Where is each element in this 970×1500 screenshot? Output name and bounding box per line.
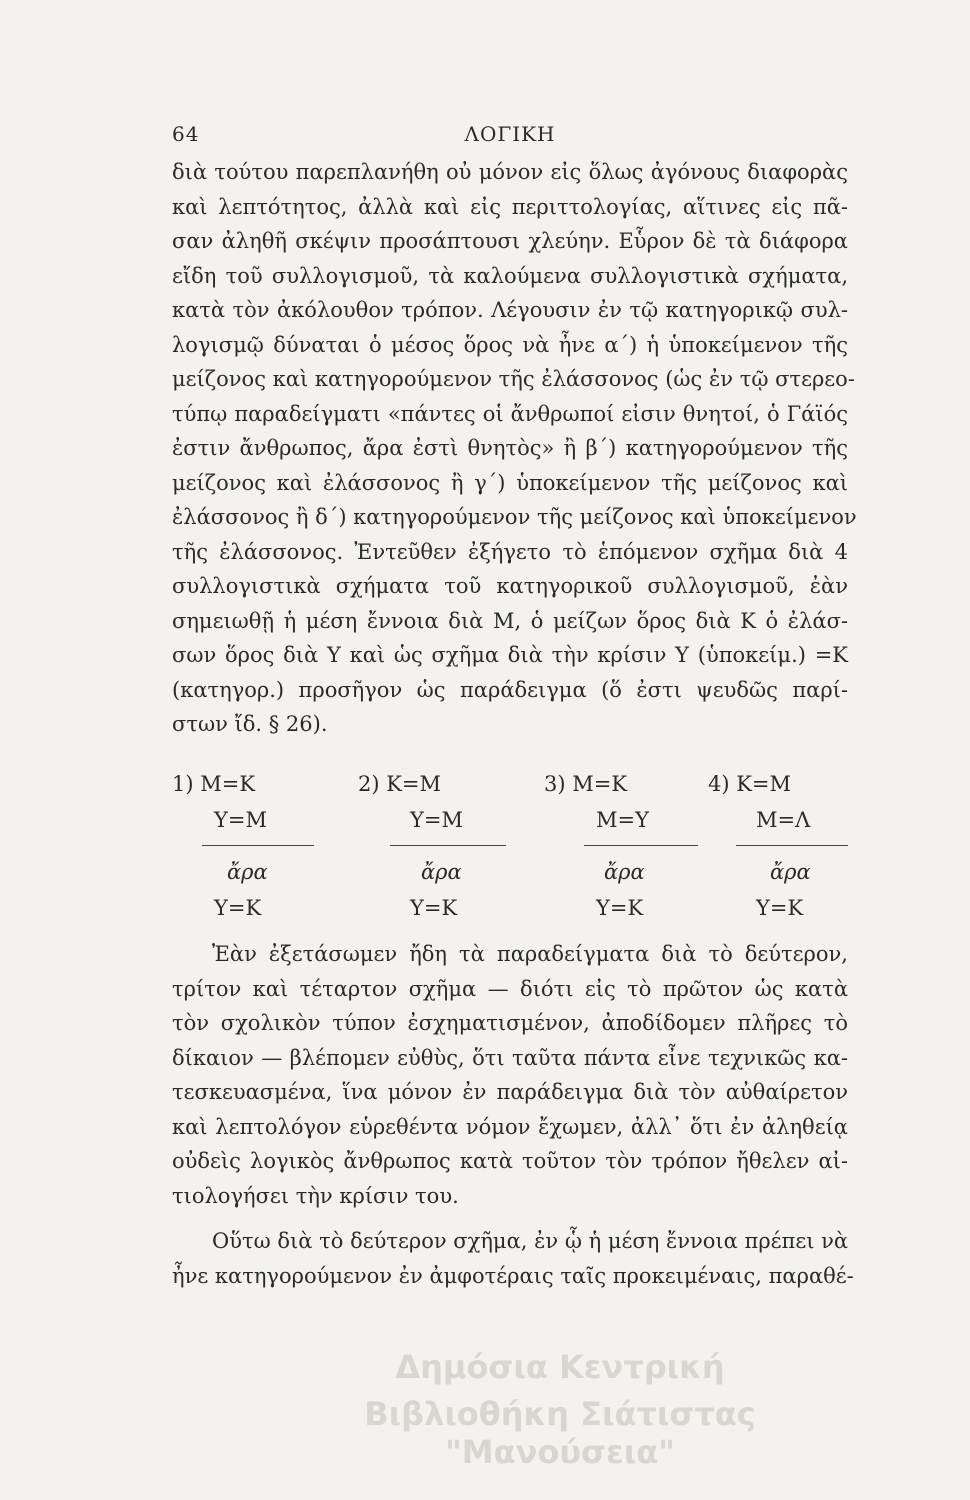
- text-line: μείζονος καὶ κατηγορούμενον τῆς ἐλάσσονος (ὡς ἐν τῷ στερεο-: [172, 367, 855, 391]
- syllogism-figures: [172, 772, 848, 932]
- text-line: Ἐὰν ἐξετάσωμεν ἤδη τὰ παραδείγματα διὰ τὸ δεύτερον,: [212, 942, 848, 966]
- figure-title: 1) Μ=Κ: [172, 772, 256, 796]
- syllogism-figure-3: [544, 772, 704, 932]
- paragraph-3: [172, 1224, 854, 1293]
- text-line: καὶ λεπτολόγον εὑρεθέντα νόμον ἔχωμεν, ἀλλ᾽ ὅτι ἐν ἀληθείᾳ: [172, 1114, 848, 1139]
- text-line: κατὰ τὸν ἀκόλουθον τρόπον. Λέγουσιν ἐν τῷ κατηγορικῷ συλ-: [172, 298, 848, 322]
- text-line: οὐδεὶς λογικὸς ἄνθρωπος κατὰ τοῦτον τὸν τρόπον ἤθελεν αἰ-: [172, 1149, 848, 1173]
- library-watermark-line2: Βιβλιοθήκη Σιάτιστας "Μανούσεια": [364, 1395, 756, 1471]
- figure-rule: [736, 845, 848, 846]
- running-title: ΛΟΓΙΚΗ: [464, 122, 556, 146]
- text-line: σαν ἀληθῆ σκέψιν προσάπτουσι χλεύην. Εὗρον δὲ τὰ διάφορα: [172, 229, 848, 253]
- figure-conclusion: Υ=Κ: [756, 896, 804, 920]
- text-line: (κατηγορ.) προσῆγον ὡς παράδειγμα (ὅ ἐστι ψευδῶς παρί-: [172, 677, 848, 702]
- figure-title: 3) Μ=Κ: [544, 772, 628, 796]
- figure-title: 2) Κ=Μ: [358, 772, 442, 796]
- text-line: καὶ λεπτότητος, ἀλλὰ καὶ εἰς περιττολογίας, αἵτινες εἰς πᾶ-: [172, 194, 848, 219]
- figure-conclusion: Υ=Κ: [596, 896, 644, 920]
- library-watermark-line1: Δημόσια Κεντρική: [395, 1348, 725, 1386]
- figure-minor-premise: Μ=Λ: [756, 808, 811, 832]
- text-line: Οὕτω διὰ τὸ δεύτερον σχῆμα, ἐν ᾧ ἡ μέση ἔννοια πρέπει νὰ: [212, 1229, 849, 1253]
- figure-therefore: ἄρα: [770, 860, 811, 884]
- text-line: δίκαιον — βλέπομεν εὐθὺς, ὅτι ταῦτα πάντα εἶνε τεχνικῶς κα-: [172, 1045, 848, 1070]
- text-line: μείζονος καὶ ἐλάσσονος ἢ γ΄) ὑποκείμενον τῆς μείζονος καὶ: [172, 470, 848, 495]
- text-line: εἴδη τοῦ συλλογισμοῦ, τὰ καλούμενα συλλογιστικὰ σχήματα,: [172, 263, 848, 288]
- text-line: τεσκευασμένα, ἵνα μόνον ἐν παράδειγμα διὰ τὸν αὐθαίρετον: [172, 1080, 848, 1104]
- figure-rule: [202, 845, 314, 846]
- text-line: σημειωθῇ ἡ μέση ἔννοια διὰ Μ, ὁ μείζων ὅρος διὰ Κ ὁ ἐλάσ-: [172, 608, 848, 633]
- figure-rule: [390, 845, 506, 846]
- syllogism-figure-4: [708, 772, 868, 932]
- paragraph-1: [172, 155, 857, 742]
- text-line: σων ὅρος διὰ Υ καὶ ὡς σχῆμα διὰ τὴν κρίσιν Υ (ὑποκείμ.) =Κ: [172, 643, 848, 667]
- figure-conclusion: Υ=Κ: [410, 896, 458, 920]
- page-header: [172, 122, 848, 152]
- text-line: τρίτον καὶ τέταρτον σχῆμα — διότι εἰς τὸ πρῶτον ὡς κατὰ: [172, 976, 848, 1001]
- figure-minor-premise: Υ=Μ: [214, 808, 267, 832]
- text-line: διὰ τούτου παρεπλανήθη οὐ μόνον εἰς ὅλως ἀγόνους διαφορὰς: [172, 160, 848, 184]
- paragraph-2: [172, 937, 848, 1213]
- text-line: ἐλάσσονος ἢ δ΄) κατηγορούμενον τῆς μείζονος καὶ ὑποκείμενον: [172, 505, 857, 529]
- figure-minor-premise: Υ=Μ: [410, 808, 463, 832]
- text-line: στων ἴδ. § 26).: [172, 712, 328, 736]
- figure-minor-premise: Μ=Υ: [596, 808, 649, 832]
- text-line: τιολογήσει τὴν κρίσιν του.: [172, 1183, 459, 1208]
- figure-therefore: ἄρα: [227, 860, 268, 884]
- text-line: συλλογιστικὰ σχήματα τοῦ κατηγορικοῦ συλλογισμοῦ, ἐὰν: [172, 574, 848, 598]
- page-number: 64: [172, 122, 200, 146]
- text-line: ἦνε κατηγορούμενον ἐν ἀμφοτέραις ταῖς προκειμέναις, παραθέ-: [172, 1263, 854, 1288]
- figure-conclusion: Υ=Κ: [214, 896, 262, 920]
- text-line: τὸν σχολικὸν τύπον ἐσχηματισμένον, ἀποδίδομεν πλῆρες τὸ: [172, 1011, 848, 1035]
- syllogism-figure-2: [358, 772, 518, 932]
- figure-therefore: ἄρα: [604, 860, 645, 884]
- text-line: ἐστιν ἄνθρωπος, ἄρα ἐστὶ θνητὸς» ἢ β΄) κατηγορούμενον τῆς: [172, 436, 848, 460]
- figure-title: 4) Κ=Μ: [708, 772, 792, 796]
- figure-rule: [584, 845, 698, 846]
- figure-therefore: ἄρα: [421, 860, 462, 884]
- text-line: τῆς ἐλάσσονος. Ἐντεῦθεν ἐξήγετο τὸ ἑπόμενον σχῆμα διὰ 4: [172, 539, 848, 564]
- text-line: λογισμῷ δύναται ὁ μέσος ὅρος νὰ ἦνε α΄) ἡ ὑποκείμενον τῆς: [172, 332, 848, 357]
- text-line: τύπῳ παραδείγματι «πάντες οἱ ἄνθρωποί εἰσιν θνητοί, ὁ Γάϊός: [172, 401, 848, 426]
- syllogism-figure-1: [172, 772, 332, 932]
